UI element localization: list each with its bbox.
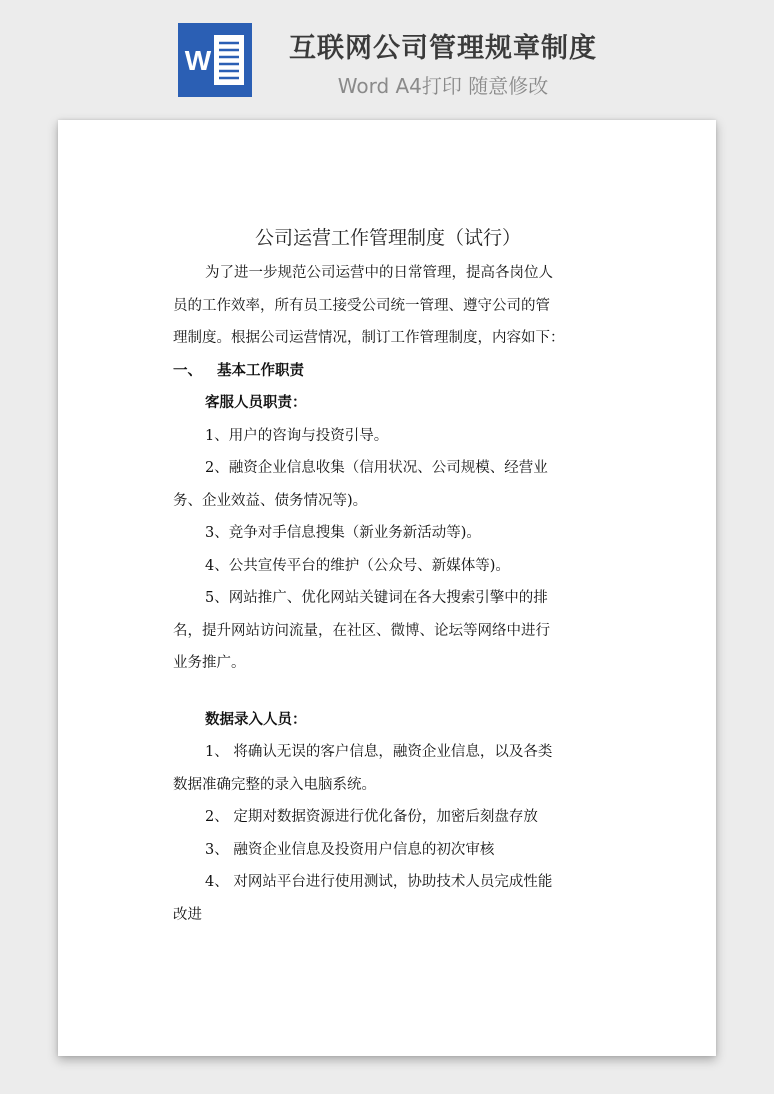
banner-title: 互联网公司管理规章制度 <box>289 33 597 64</box>
document-title: 公司运营工作管理制度（试行） <box>254 227 521 249</box>
document-body <box>173 223 603 931</box>
list-item-cont: 务、企业效益、债务情况等)。 <box>173 492 368 509</box>
list-item-cont: 数据准确完整的录入电脑系统。 <box>173 776 376 793</box>
list-item: 1、 将确认无误的客户信息，融资企业信息，以及各类 <box>205 744 553 760</box>
list-item: 5、网站推广、优化网站关键词在各大搜索引擎中的排 <box>205 590 548 606</box>
intro-line: 员的工作效率，所有员工接受公司统一管理、遵守公司的管 <box>173 297 550 314</box>
list-item-cont: 名，提升网站访问流量，在社区、微博、论坛等网络中进行 <box>173 622 550 639</box>
intro-line: 理制度。根据公司运营情况，制订工作管理制度，内容如下： <box>173 330 565 346</box>
list-item: 2、融资企业信息收集（信用状况、公司规模、经营业 <box>205 460 548 476</box>
list-item: 2、 定期对数据资源进行优化备份，加密后刻盘存放 <box>205 809 538 825</box>
section-number: 一、 <box>173 362 202 379</box>
intro-line: 为了进一步规范公司运营中的日常管理，提高各岗位人 <box>205 265 553 281</box>
banner-subtitle: Word A4打印 随意修改 <box>337 74 549 98</box>
list-item: 4、 对网站平台进行使用测试，协助技术人员完成性能 <box>205 874 553 890</box>
spacer <box>173 680 603 704</box>
customer-service-heading: 客服人员职责： <box>205 395 307 411</box>
header-banner <box>0 0 774 110</box>
section-heading <box>173 355 603 388</box>
document-page <box>58 120 716 1056</box>
list-item: 1、用户的咨询与投资引导。 <box>205 427 389 444</box>
list-item: 3、 融资企业信息及投资用户信息的初次审核 <box>205 841 495 858</box>
word-icon-letter: W <box>184 45 212 76</box>
data-entry-heading: 数据录入人员： <box>205 711 307 728</box>
list-item-cont: 业务推广。 <box>173 655 246 671</box>
section-title: 基本工作职责 <box>217 362 304 379</box>
list-item: 3、竞争对手信息搜集（新业务新活动等)。 <box>205 525 481 541</box>
list-item-cont: 改进 <box>173 906 202 923</box>
word-icon <box>178 23 252 97</box>
list-item: 4、公共宣传平台的维护（公众号、新媒体等)。 <box>205 557 510 574</box>
